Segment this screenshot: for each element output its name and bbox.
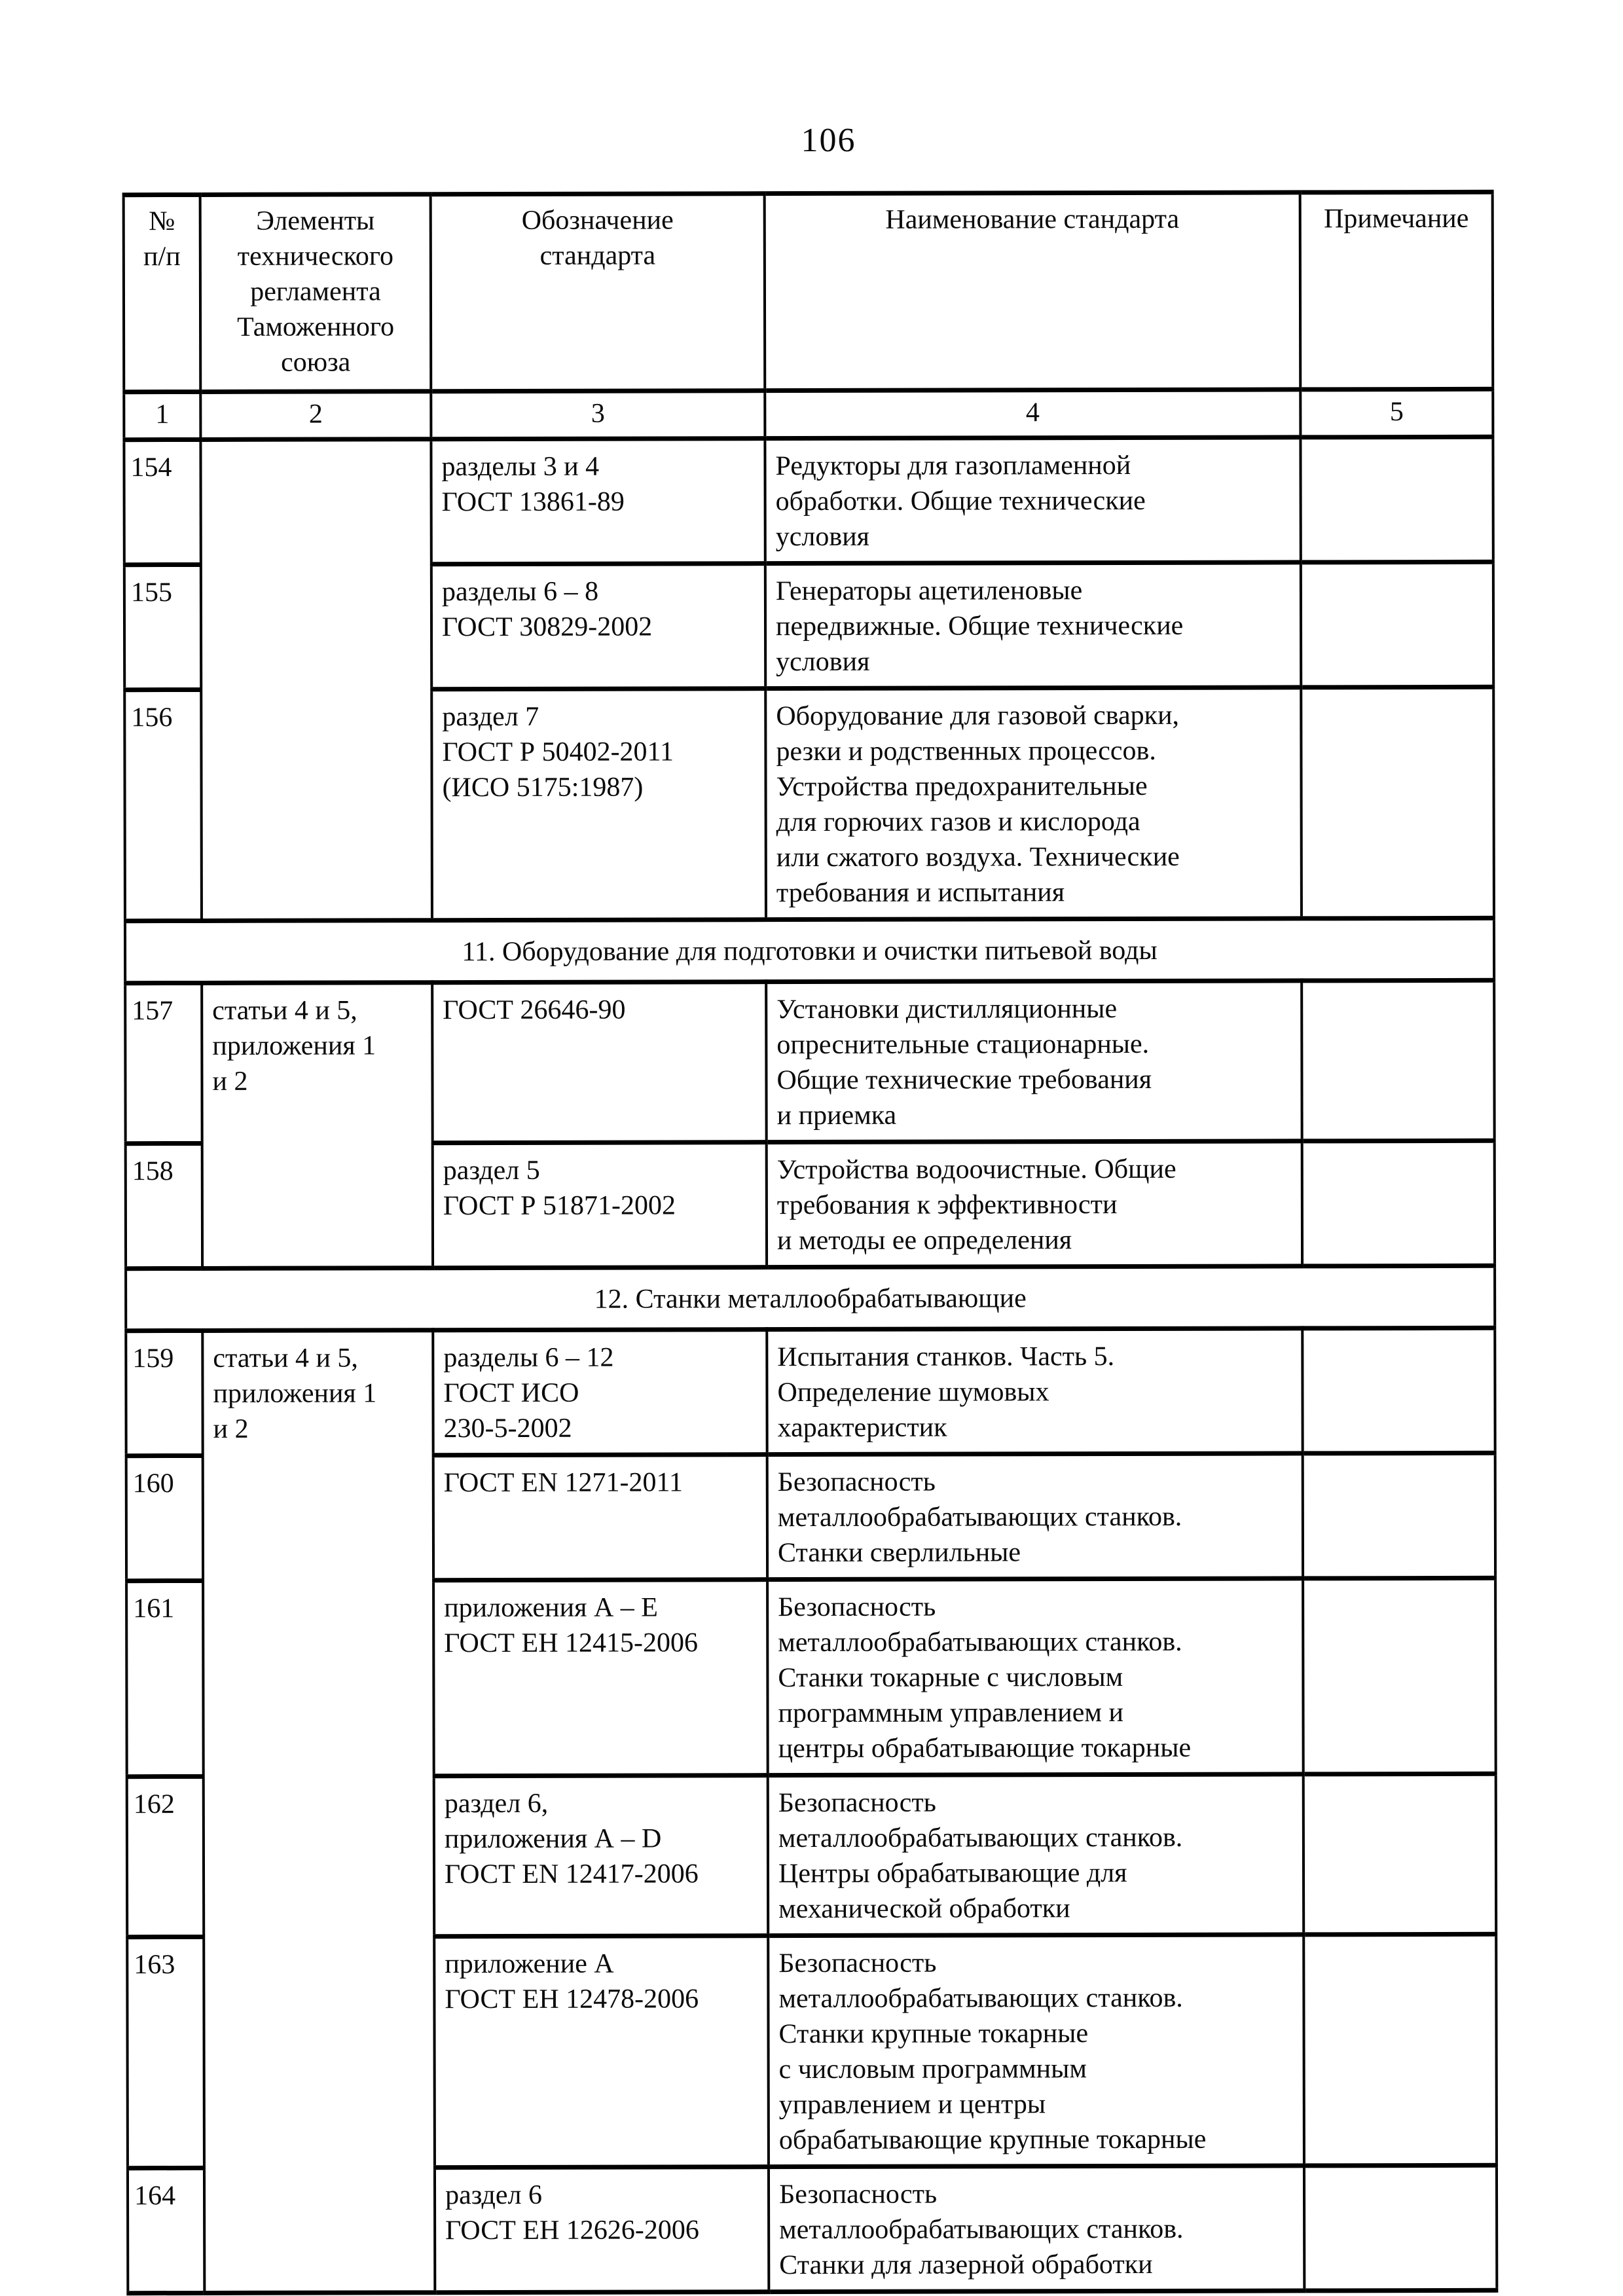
table-row-157 (125, 980, 1495, 1143)
designation-cell: разделы 6 – 8 ГОСТ 30829-2002 (431, 564, 765, 689)
note-cell (1302, 980, 1495, 1141)
row-number: 162 (127, 1776, 204, 1937)
row-number: 164 (128, 2168, 204, 2293)
note-cell (1301, 562, 1493, 687)
standard-name-cell: Безопасность металлообрабатывающих станков. Станки токарные с числовым программным управлением и центры обрабатывающие токарные (767, 1578, 1304, 1776)
column-header-row-number: № п/п (124, 194, 201, 392)
column-number-4: 4 (765, 390, 1300, 439)
page-number: 106 (801, 122, 856, 159)
column-header-standard-designation: Обозначение стандарта (431, 194, 765, 392)
designation-cell: раздел 6 ГОСТ ЕН 12626-2006 (435, 2167, 769, 2293)
designation-cell: приложение А ГОСТ ЕН 12478-2006 (434, 1936, 769, 2168)
designation-cell: раздел 6, приложения А – D ГОСТ EN 12417-2006 (434, 1776, 769, 1937)
designation-cell: ГОСТ EN 1271-2011 (433, 1455, 767, 1580)
elements-cell (200, 439, 432, 921)
row-number: 156 (124, 689, 202, 920)
table-row-159 (126, 1328, 1495, 1455)
note-cell (1304, 2165, 1497, 2291)
designation-cell: приложения А – Е ГОСТ ЕН 12415-2006 (433, 1580, 768, 1776)
note-cell (1303, 1453, 1495, 1578)
section-row-12 (126, 1266, 1495, 1330)
elements-cell: статьи 4 и 5, приложения 1 и 2 (202, 983, 433, 1269)
note-cell (1302, 1140, 1495, 1266)
section-title: 12. Станки металлообрабатывающие (126, 1266, 1495, 1330)
designation-cell: разделы 3 и 4 ГОСТ 13861-89 (431, 439, 765, 564)
standard-name-cell: Устройства водоочистные. Общие требования к эффективности и методы ее определения (767, 1141, 1302, 1267)
standard-name-cell: Оборудование для газовой сварки, резки и родственных процессов. Устройства предохранительные для горючих газов и кислорода или сжатого воздуха. Технические требования и испытания (765, 687, 1302, 920)
column-numbers-row (124, 389, 1493, 439)
column-header-standard-name: Наименование стандарта (765, 192, 1301, 391)
column-number-2: 2 (200, 392, 431, 440)
standard-name-cell: Установки дистилляционные опреснительные стационарные. Общие технические требования и приемка (766, 981, 1302, 1142)
standard-name-cell: Генераторы ацетиленовые передвижные. Общие технические условия (765, 562, 1301, 689)
column-number-1: 1 (124, 392, 200, 439)
note-cell (1300, 437, 1493, 562)
row-number: 161 (126, 1580, 204, 1776)
designation-cell: раздел 7 ГОСТ Р 50402-2011 (ИСО 5175:1987) (431, 689, 766, 920)
standards-table (122, 190, 1499, 2295)
row-number: 160 (126, 1455, 203, 1580)
note-cell (1301, 687, 1494, 919)
column-header-note: Примечание (1300, 192, 1493, 390)
row-number: 154 (124, 439, 200, 564)
row-number: 163 (127, 1937, 204, 2168)
column-header-regulation-elements: Элементы технического регламента Таможенного союза (200, 194, 431, 392)
standard-name-cell: Безопасность металлообрабатывающих станков. Станки для лазерной обработки (769, 2166, 1304, 2292)
row-number: 155 (124, 564, 201, 689)
table-header-row (124, 192, 1493, 392)
standard-name-cell: Испытания станков. Часть 5. Определение шумовых характеристик (767, 1328, 1302, 1455)
designation-cell: ГОСТ 26646-90 (432, 982, 767, 1143)
section-title: 11. Оборудование для подготовки и очистки питьевой воды (125, 918, 1494, 983)
standard-name-cell: Безопасность металлообрабатывающих станков. Станки крупные токарные с числовым программным управлением и центры обрабатывающие крупные токарные (768, 1935, 1304, 2167)
column-number-3: 3 (431, 391, 765, 439)
note-cell (1303, 1578, 1496, 1774)
designation-cell: раздел 5 ГОСТ Р 51871-2002 (433, 1142, 767, 1268)
section-row-11 (125, 918, 1494, 983)
row-number: 157 (125, 983, 202, 1143)
elements-cell: статьи 4 и 5, приложения 1 и 2 (202, 1330, 435, 2293)
row-number: 159 (126, 1330, 202, 1455)
note-cell (1304, 1934, 1497, 2166)
designation-cell: разделы 6 – 12 ГОСТ ИСО 230-5-2002 (433, 1330, 767, 1455)
row-number: 158 (126, 1143, 202, 1268)
standard-name-cell: Безопасность металлообрабатывающих станков. Центры обрабатывающие для механической обработки (768, 1774, 1304, 1936)
standard-name-cell: Редукторы для газопламенной обработки. Общие технические условия (765, 437, 1300, 564)
note-cell (1302, 1328, 1495, 1453)
table-row-154 (124, 437, 1493, 564)
column-number-5: 5 (1300, 389, 1493, 437)
note-cell (1304, 1774, 1497, 1935)
standard-name-cell: Безопасность металлообрабатывающих станков. Станки сверлильные (767, 1453, 1303, 1580)
